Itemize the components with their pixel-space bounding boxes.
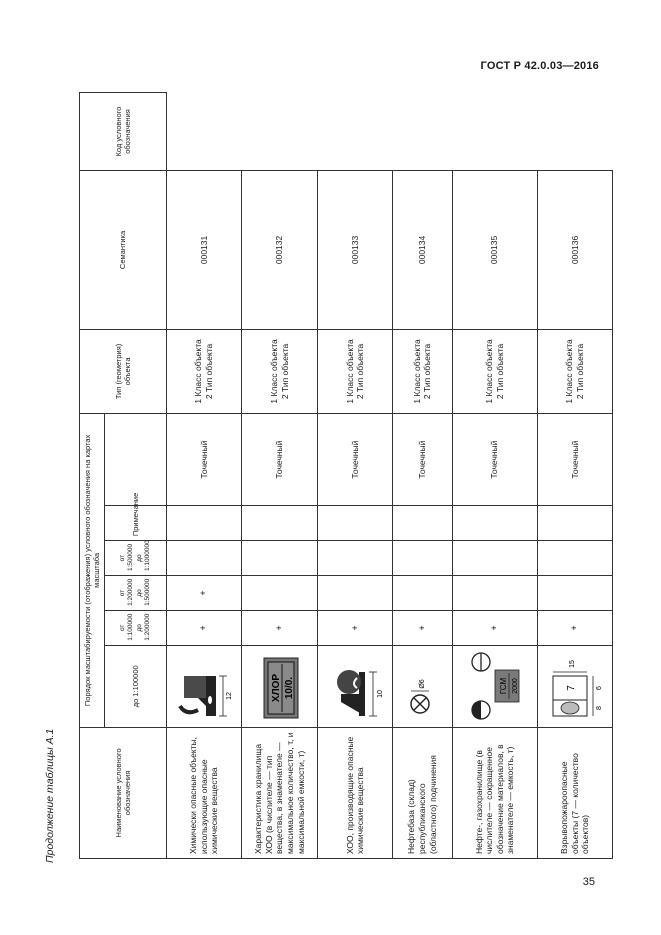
row-name: Нефтебаза (склад) республиканского (областного) подчинения <box>393 727 452 858</box>
semantic-2: 2 Тип объекта <box>494 343 505 400</box>
chemical-plant-symbol <box>167 645 242 727</box>
table-row <box>393 93 452 859</box>
page-number: 35 <box>582 876 595 888</box>
semantics-cell <box>538 329 613 413</box>
note-cell <box>393 506 452 541</box>
type-cell: Точечный <box>167 413 242 505</box>
semantics-cell <box>452 329 537 413</box>
semantic-2: 2 Тип объекта <box>575 343 585 400</box>
dim-label-width-a: 8 <box>596 706 603 711</box>
code-cell: 000134 <box>393 170 452 329</box>
semantic-2: 2 Тип объекта <box>355 343 366 400</box>
semantic-1: 1 Класс объекта <box>484 339 495 404</box>
scale-3-cell <box>538 576 613 611</box>
storage-material-label: ГСМ <box>498 678 508 695</box>
scale-3-cell <box>393 576 452 611</box>
chemical-producer-symbol <box>318 645 393 727</box>
scale-4-cell <box>241 541 317 576</box>
semantic-2: 2 Тип объекта <box>203 343 214 400</box>
scale-2-cell: + <box>167 610 242 645</box>
semantic-2: 2 Тип объекта <box>279 343 290 400</box>
scale-3-cell: + <box>167 576 242 611</box>
explosive-objects-symbol <box>538 645 613 727</box>
semantic-1: 1 Класс объекта <box>269 339 280 404</box>
storage-label-symbol <box>241 645 317 727</box>
semantic-1: 1 Класс объекта <box>193 339 204 404</box>
scale-4-cell <box>538 541 613 576</box>
scale-3-cell <box>241 576 317 611</box>
scale-2-cell: + <box>393 610 452 645</box>
storage-capacity-label: 10/0. <box>283 677 295 700</box>
code-cell: 000135 <box>452 170 537 329</box>
note-cell <box>452 506 537 541</box>
header-note: Примечание <box>105 506 167 541</box>
semantics-cell <box>241 329 317 413</box>
storage-capacity-label: 2000 <box>511 678 519 695</box>
note-cell <box>241 506 317 541</box>
scale-4-cell <box>167 541 242 576</box>
code-cell: 000131 <box>167 170 242 329</box>
row-name: Нефте-, газохранилище (в числителе — сокращенное обозначение материалов, в знаменателе — емкость, т) <box>452 727 537 858</box>
code-cell: 000132 <box>241 170 317 329</box>
code-cell: 000136 <box>538 170 613 329</box>
header-semantics: Семантика <box>80 170 167 329</box>
dim-label: 12 <box>225 692 233 701</box>
scale-4-cell <box>318 541 393 576</box>
oil-gas-storage-symbol <box>452 645 537 727</box>
type-cell: Точечный <box>241 413 317 505</box>
header-order: Порядок масштабируемости (отображения) условного обозначения на картах масштаба <box>80 413 105 727</box>
scale-4-cell <box>452 541 537 576</box>
scale-4-cell <box>393 541 452 576</box>
dim-label: 10 <box>377 690 385 699</box>
header-type: Тип (геометрия) объекта <box>80 329 167 413</box>
table-row <box>241 93 317 859</box>
note-cell <box>538 506 613 541</box>
dim-label-width-b: 6 <box>596 686 603 691</box>
row-name: Химически опасные объекты, использующие опасные химические вещества <box>167 727 242 858</box>
header-scale-3: от 1:200000 до 1:500000 <box>105 576 167 611</box>
table-row <box>538 93 613 859</box>
table-row <box>452 93 537 859</box>
header-scale-1: до 1:100000 <box>105 645 167 727</box>
scale-2-cell: + <box>241 610 317 645</box>
header-code: Код условного обозначения <box>80 93 167 171</box>
standard-number: ГОСТ Р 42.0.03—2016 <box>480 60 599 72</box>
scale-3-cell <box>318 576 393 611</box>
header-scale-4: от 1:500000 до 1:1000000 <box>105 541 167 576</box>
semantic-1: 1 Класс объекта <box>564 339 575 404</box>
semantics-cell <box>393 329 452 413</box>
table-row <box>318 93 393 859</box>
row-name: Взрывопожароопасные объекты (7 — количество объектов) <box>538 727 613 858</box>
semantic-1: 1 Класс объекта <box>411 339 422 404</box>
scale-2-cell: + <box>538 610 613 645</box>
type-cell: Точечный <box>393 413 452 505</box>
row-name: Характеристика хранилища ХОО (в числителе — тип вещества, в знаменателе — максимальное количество, т, и максимальной емкости, т) <box>241 727 317 858</box>
type-cell: Точечный <box>452 413 537 505</box>
scale-2-cell: + <box>318 610 393 645</box>
table-row <box>167 93 242 859</box>
objects-count-label: 7 <box>566 685 577 692</box>
row-name: ХОО, производящие опасные химические вещества <box>318 727 393 858</box>
type-cell: Точечный <box>318 413 393 505</box>
dim-label-height: 15 <box>569 660 576 669</box>
storage-substance-label: ХЛОР <box>270 674 282 703</box>
oil-depot-symbol <box>393 645 452 727</box>
note-cell <box>318 506 393 541</box>
code-cell: 000133 <box>318 170 393 329</box>
semantic-2: 2 Тип объекта <box>422 343 433 400</box>
symbols-table <box>79 92 613 859</box>
scale-2-cell: + <box>452 610 537 645</box>
semantics-cell <box>167 329 242 413</box>
header-scale-2: от 1:100000 до 1:200000 <box>105 610 167 645</box>
header-name: Наименование условного обозначения <box>80 727 167 858</box>
note-cell <box>167 506 242 541</box>
semantics-cell <box>318 329 393 413</box>
rotated-table-container <box>79 92 613 859</box>
dim-label: Ø6 <box>419 679 427 689</box>
header-row-1 <box>80 93 105 859</box>
scale-3-cell <box>452 576 537 611</box>
semantic-1: 1 Класс объекта <box>344 339 355 404</box>
type-cell: Точечный <box>538 413 613 505</box>
table-caption: Продолжение таблицы А.1 <box>44 728 56 863</box>
